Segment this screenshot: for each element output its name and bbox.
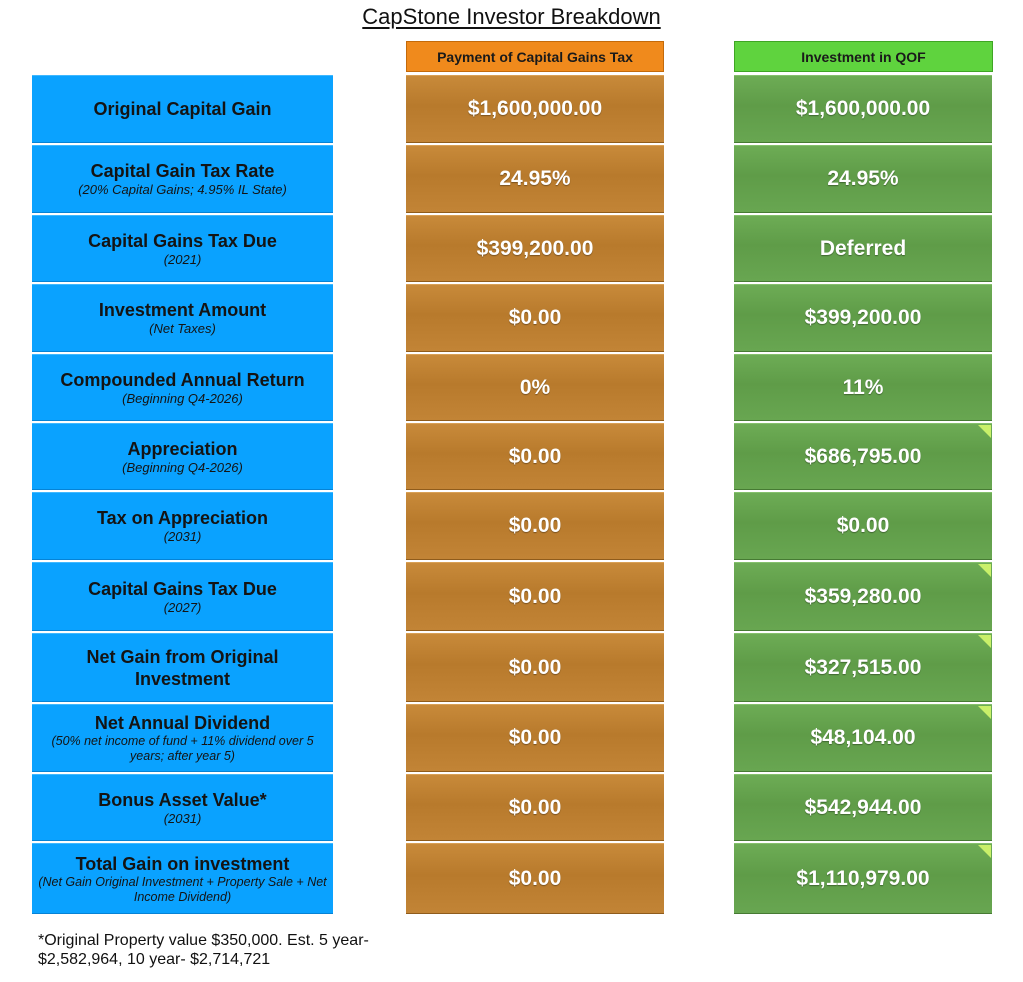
tax-value-cell xyxy=(406,354,664,421)
tax-value-cell xyxy=(406,633,664,702)
column-header-capital-gains-tax: Payment of Capital Gains Tax xyxy=(406,41,664,72)
row-sublabel: (2021) xyxy=(163,251,202,267)
tax-value-cell xyxy=(406,843,664,914)
row-label: Total Gain on investment xyxy=(75,853,290,874)
qof-value: $542,944.00 xyxy=(804,795,922,819)
comment-indicator-icon[interactable] xyxy=(978,845,991,858)
tax-value: 24.95% xyxy=(499,167,571,190)
qof-value: 11% xyxy=(842,375,884,399)
tax-value: $0.00 xyxy=(508,726,562,749)
row-label: Net Annual Dividend xyxy=(94,713,271,733)
qof-value-cell xyxy=(734,562,992,631)
qof-value-cell xyxy=(734,492,992,560)
tax-value: $0.00 xyxy=(508,306,562,329)
column-header-qof-investment: Investment in QOF xyxy=(734,41,993,72)
comment-indicator-icon[interactable] xyxy=(978,425,991,438)
tax-value-cell xyxy=(406,774,664,841)
qof-value-cell xyxy=(734,145,992,213)
tax-value-cell xyxy=(406,704,664,772)
tax-value-cell xyxy=(406,145,664,213)
row-label: Appreciation xyxy=(127,438,238,459)
tax-value: $0.00 xyxy=(508,795,562,819)
row-label: Investment Amount xyxy=(98,300,267,320)
row-label-cell xyxy=(32,562,333,631)
row-label: Tax on Appreciation xyxy=(96,508,269,528)
qof-value: 24.95% xyxy=(827,167,899,190)
tax-value: $0.00 xyxy=(508,866,562,890)
tax-value-cell xyxy=(406,423,664,490)
row-label-cell xyxy=(32,492,333,560)
row-sublabel: (2031) xyxy=(163,810,202,826)
row-label: Bonus Asset Value* xyxy=(98,789,267,810)
qof-value: $327,515.00 xyxy=(804,655,922,679)
qof-value: $399,200.00 xyxy=(804,306,922,329)
qof-value-cell xyxy=(734,354,992,421)
tax-value-cell xyxy=(406,492,664,560)
qof-value: $1,600,000.00 xyxy=(795,97,931,120)
row-sublabel: (2031) xyxy=(163,529,202,544)
row-sublabel: (20% Capital Gains; 4.95% IL State) xyxy=(78,182,287,197)
row-label: Capital Gains Tax Due xyxy=(88,230,277,251)
tax-value: $399,200.00 xyxy=(476,236,594,260)
tax-value: $0.00 xyxy=(508,444,562,468)
tax-value: $0.00 xyxy=(508,584,562,608)
row-label-cell xyxy=(32,75,333,143)
row-sublabel: (2027) xyxy=(163,599,202,615)
comment-indicator-icon[interactable] xyxy=(978,564,991,577)
row-label: Capital Gains Tax Due xyxy=(88,578,277,599)
row-label-cell xyxy=(32,633,333,702)
qof-value: Deferred xyxy=(819,236,907,260)
footnote: *Original Property value $350,000. Est. 5 year- $2,582,964, 10 year- $2,714,721 xyxy=(38,932,369,968)
qof-value-cell xyxy=(734,704,992,772)
row-sublabel: (Net Taxes) xyxy=(149,321,216,336)
row-label-cell xyxy=(32,843,333,914)
row-label-cell xyxy=(32,354,333,421)
tax-value-cell xyxy=(406,215,664,282)
row-label-cell xyxy=(32,423,333,490)
tax-value-cell xyxy=(406,562,664,631)
tax-value: $1,600,000.00 xyxy=(467,97,603,120)
row-label-cell xyxy=(32,284,333,352)
row-sublabel: (50% net income of fund + 11% dividend over 5 years; after year 5) xyxy=(51,734,314,763)
page-title: CapStone Investor Breakdown xyxy=(362,4,661,29)
qof-value: $0.00 xyxy=(836,514,890,537)
tax-value: $0.00 xyxy=(508,655,562,679)
qof-value-cell xyxy=(734,215,992,282)
qof-value-cell xyxy=(734,284,992,352)
row-label-cell xyxy=(32,704,333,772)
tax-value-cell xyxy=(406,75,664,143)
row-label-cell xyxy=(32,215,333,282)
qof-value: $1,110,979.00 xyxy=(796,866,930,890)
row-label: Compounded Annual Return xyxy=(60,369,305,390)
row-sublabel: (Beginning Q4-2026) xyxy=(122,390,243,406)
row-label-cell xyxy=(32,145,333,213)
tax-value: 0% xyxy=(519,375,551,399)
qof-value-cell xyxy=(734,75,992,143)
tax-value: $0.00 xyxy=(508,514,562,537)
qof-value-cell xyxy=(734,423,992,490)
qof-value-cell xyxy=(734,843,992,914)
row-sublabel: (Beginning Q4-2026) xyxy=(122,459,243,475)
tax-value-cell xyxy=(406,284,664,352)
row-label: Original Capital Gain xyxy=(93,99,272,119)
row-label: Capital Gain Tax Rate xyxy=(90,161,275,181)
row-sublabel: (Net Gain Original Investment + Property Sale + Net Income Dividend) xyxy=(38,874,327,904)
row-label-cell xyxy=(32,774,333,841)
row-label: Net Gain from Original Investment xyxy=(86,646,279,689)
qof-value: $686,795.00 xyxy=(804,444,922,468)
qof-value: $359,280.00 xyxy=(804,584,922,608)
comment-indicator-icon[interactable] xyxy=(978,706,991,719)
qof-value-cell xyxy=(734,633,992,702)
comment-indicator-icon[interactable] xyxy=(978,635,991,648)
qof-value: $48,104.00 xyxy=(810,726,916,749)
qof-value-cell xyxy=(734,774,992,841)
